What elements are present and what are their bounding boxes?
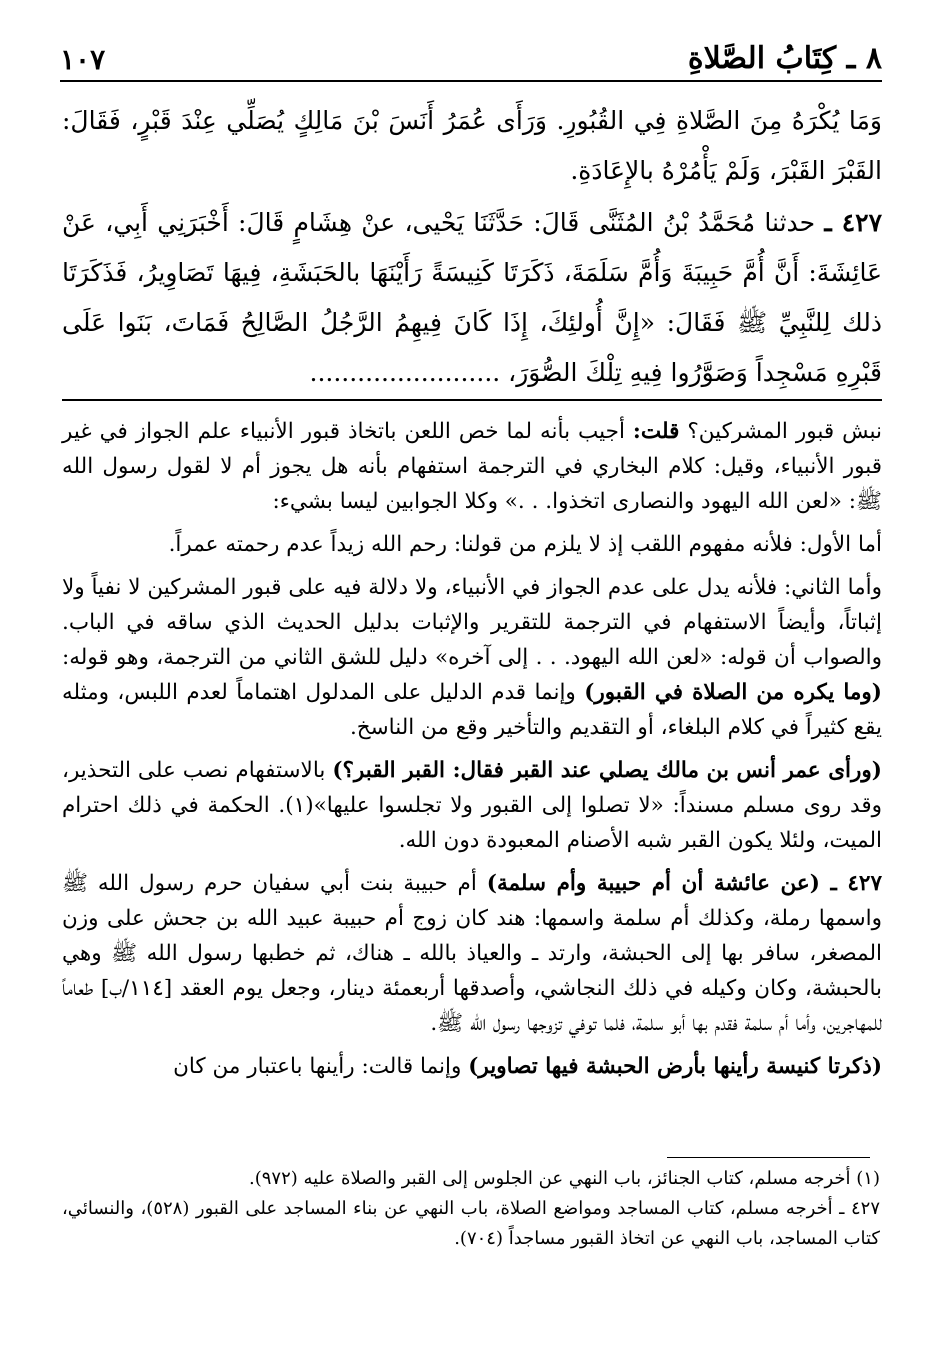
commentary-bold: ٤٢٧ ـ (عن عائشة أن أم حبيبة وأم سلمة) bbox=[486, 871, 882, 896]
chapter-heading-text: وَمَا يُكْرَهُ مِنَ الصَّلاةِ فِي القُبُورِ. وَرَأَى عُمَرُ أَنَسَ بْنَ مَالِكٍ يُصَلِّي عِنْدَ قَبْرٍ، فَقَالَ: القَبْرَ القَبْرَ، وَلَمْ يَأْمُرْهُ بالإِعَادَةِ. bbox=[62, 106, 882, 185]
page-header bbox=[60, 30, 882, 82]
footnote-1: (١) أخرجه مسلم، كتاب الجنائز، باب النهي عن الجلوس إلى القبر والصلاة عليه (٩٧٢). bbox=[249, 1168, 880, 1189]
commentary-text: بالاستفهام نصب على التحذير، وقد روى مسلم مسنداً: «لا تصلوا إلى القبور ولا تجلسوا عليها»(١). الحكمة في ذلك احترام الميت، ولئلا يكون القبر شبه الأصنام المعبودة دون الله. bbox=[62, 758, 882, 853]
commentary-text: وإنما قالت: رأينها باعتبار من كان bbox=[173, 1054, 462, 1079]
commentary-bold: (ذكرتا كنيسة رأينها بأرض الحبشة فيها تصاوير) bbox=[468, 1054, 882, 1079]
main-divider bbox=[62, 399, 882, 401]
commentary bbox=[62, 414, 882, 1092]
commentary-bold: قلت: bbox=[632, 419, 680, 444]
commentary-paragraph-4 bbox=[62, 753, 882, 858]
commentary-bold: (وما يكره من الصلاة في القبور) bbox=[584, 680, 882, 705]
commentary-text: أم حبيبة بنت أبي سفيان حرم رسول الله ﷺ واسمها رملة، وكذلك أم سلمة واسمها: هند كان زوج أم حبيبة عبيد الله بن جحش على وزن المصغر، سافر بها إلى الحبشة، وارتد ـ والعياذ بالله ـ هناك، ثم خطبها رسول الله ﷺ وهي بالحبشة، وكان وكيله في ذلك النجاشي، وأصدقها أربعمئة دينار، وجعل يوم العقد [١١٤/ب] طعاماً للمهاجرين، وأما أم سلمة فقدم بها أبو سلمة، فلما توفي تزوجها رسول الله ﷺ. bbox=[62, 871, 882, 1036]
commentary-bold: (ورأى عمر أنس بن مالك يصلي عند القبر فقال: القبر القبر؟) bbox=[332, 758, 882, 783]
commentary-paragraph-1 bbox=[62, 414, 882, 519]
hadith-paragraph bbox=[62, 198, 882, 398]
commentary-paragraph-3 bbox=[62, 570, 882, 745]
hadith-number: ٤٢٧ ـ bbox=[824, 208, 883, 237]
footnote-2: ٤٢٧ ـ أخرجه مسلم، كتاب المساجد ومواضع الصلاة، باب النهي عن بناء المساجد على القبور (٥٢٨)، والنسائي، كتاب المساجد، باب النهي عن اتخاذ القبور مساجداً (٧٠٤). bbox=[62, 1198, 880, 1249]
commentary-text: وإنما قدم الدليل على المدلول اهتماماً لعدم اللبس، ومثله يقع كثيراً في كلام البلغاء، أو التقديم والتأخير وقع من الناسخ. bbox=[62, 680, 882, 740]
footnotes bbox=[62, 1164, 880, 1254]
commentary-text: وأما الثاني: فلأنه يدل على عدم الجواز في الأنبياء، ولا دلالة فيه على قبور المشركين لا نفياً ولا إثباتاً، وأيضاً الاستفهام في الترجمة للتقرير والإثبات بدليل الحديث الذي ساقه في الباب. والصواب أن قوله: «لعن الله اليهود. . . إلى آخره» دليل للشق الثاني من الترجمة، وهو قوله: bbox=[62, 575, 882, 670]
chapter-title: ٨ ـ كِتَابُ الصَّلاةِ bbox=[687, 41, 882, 76]
commentary-paragraph-6 bbox=[62, 1049, 882, 1084]
page-number: ١٠٧ bbox=[60, 43, 106, 76]
footnote-divider bbox=[667, 1157, 870, 1158]
commentary-paragraph-2: أما الأول: فلأنه مفهوم اللقب إذ لا يلزم من قولنا: رحم الله زيداً عدم رحمته عمراً. bbox=[168, 532, 882, 557]
commentary-text: نبش قبور المشركين؟ bbox=[687, 419, 882, 444]
hadith-text: حدثنا مُحَمَّدُ بْنُ المُثَنَّى قَالَ: حَدَّثَنَا يَحْيى، عنْ هِشَامٍ قَالَ: أَخْبَرَنِي أَبِي، عَنْ عَائِشَةَ: أَنَّ أُمَّ حَبِيبَةَ وَأُمَّ سَلَمَةَ، ذَكَرَتَا كَنِيسَةً رَأَيْنَهَا بالحَبَشَةِ، فِيهَا تَصَاوِيرُ، فَذَكَرَتَا ذلك لِلنَّبِيِّ ﷺ فَقَالَ: «إِنَّ أُولئِكَ، إِذَا كَانَ فِيهِمُ الرَّجُلُ الصَّالِحُ فَمَاتَ، بَنَوا عَلَى قَبْرِهِ مَسْجِداً وَصَوَّرُوا فِيهِ تِلْكَ الصُّوَرَ، ........................ bbox=[62, 208, 882, 387]
main-text bbox=[62, 96, 882, 400]
commentary-paragraph-5 bbox=[62, 866, 882, 1041]
commentary-text: أجيب بأنه لما خص اللعن باتخاذ قبور الأنبياء علم الجواز في غير قبور الأنبياء، وقيل: كلام البخاري في الترجمة استفهام بأنه هل يجوز أم لا لقول رسول الله ﷺ: «لعن الله اليهود والنصارى اتخذوا. . .» وكلا الجوابين ليسا بشيء: bbox=[62, 419, 882, 514]
